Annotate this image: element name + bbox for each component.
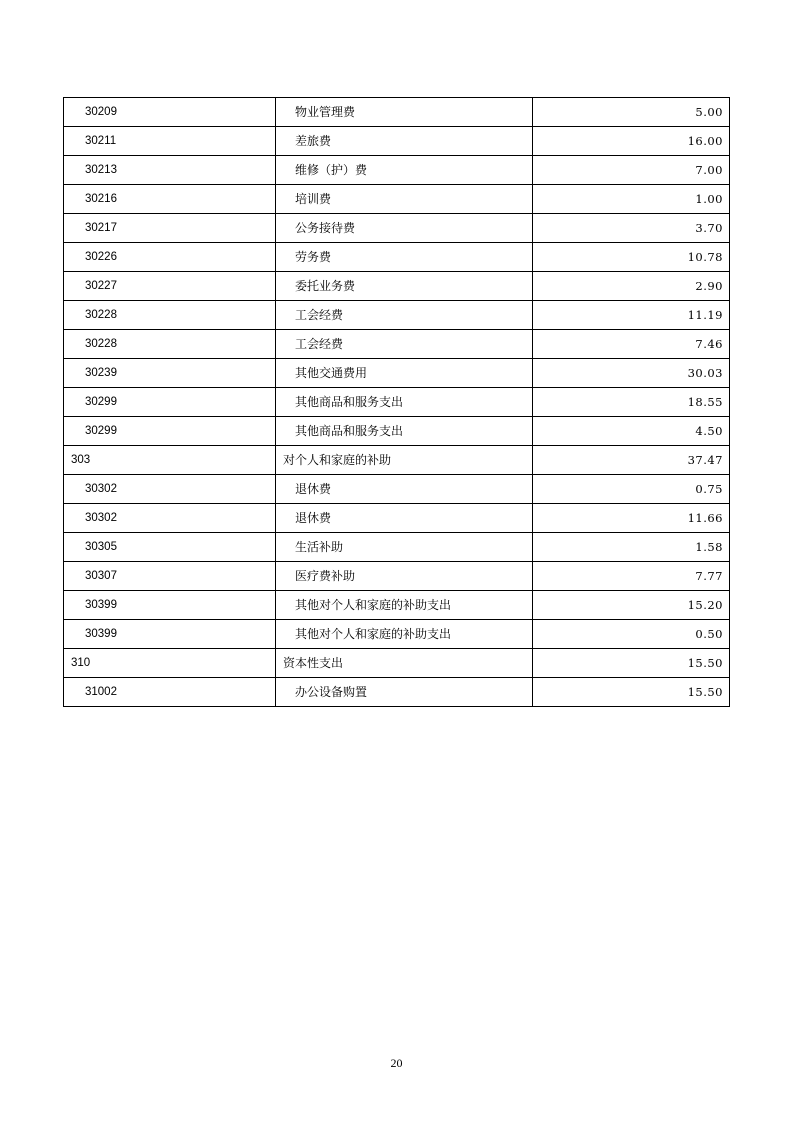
table-row	[64, 185, 730, 214]
item-amount: 30.03	[533, 359, 730, 388]
item-name: 对个人和家庭的补助	[276, 446, 533, 475]
item-amount: 11.66	[533, 504, 730, 533]
item-name: 维修（护）费	[276, 156, 533, 185]
item-code: 30228	[64, 301, 276, 330]
table-row	[64, 417, 730, 446]
item-amount: 4.50	[533, 417, 730, 446]
item-amount: 1.00	[533, 185, 730, 214]
item-name: 物业管理费	[276, 98, 533, 127]
item-code: 30228	[64, 330, 276, 359]
item-amount: 0.75	[533, 475, 730, 504]
item-name: 其他对个人和家庭的补助支出	[276, 591, 533, 620]
item-code: 30299	[64, 388, 276, 417]
item-code: 31002	[64, 678, 276, 707]
item-name: 退休费	[276, 504, 533, 533]
item-name: 生活补助	[276, 533, 533, 562]
table-row	[64, 504, 730, 533]
item-name: 医疗费补助	[276, 562, 533, 591]
item-code: 30399	[64, 620, 276, 649]
item-code: 30299	[64, 417, 276, 446]
item-amount: 37.47	[533, 446, 730, 475]
item-name: 委托业务费	[276, 272, 533, 301]
item-amount: 18.55	[533, 388, 730, 417]
table-row	[64, 562, 730, 591]
table-row-category	[64, 649, 730, 678]
item-amount: 7.00	[533, 156, 730, 185]
item-code: 310	[64, 649, 276, 678]
item-name: 其他商品和服务支出	[276, 417, 533, 446]
table-row	[64, 533, 730, 562]
item-amount: 2.90	[533, 272, 730, 301]
item-amount: 15.20	[533, 591, 730, 620]
expenditure-table	[63, 97, 730, 707]
item-name: 工会经费	[276, 301, 533, 330]
item-code: 30302	[64, 475, 276, 504]
item-code: 30226	[64, 243, 276, 272]
item-name: 公务接待费	[276, 214, 533, 243]
table-row	[64, 98, 730, 127]
item-amount: 10.78	[533, 243, 730, 272]
table-row	[64, 591, 730, 620]
item-code: 30217	[64, 214, 276, 243]
item-amount: 0.50	[533, 620, 730, 649]
item-name: 办公设备购置	[276, 678, 533, 707]
item-name: 其他商品和服务支出	[276, 388, 533, 417]
item-code: 30216	[64, 185, 276, 214]
item-amount: 15.50	[533, 649, 730, 678]
table-body	[64, 98, 730, 707]
item-code: 30211	[64, 127, 276, 156]
item-name: 培训费	[276, 185, 533, 214]
item-name: 退休费	[276, 475, 533, 504]
item-code: 30307	[64, 562, 276, 591]
page-number: 20	[390, 1056, 403, 1070]
item-name: 工会经费	[276, 330, 533, 359]
item-code: 30227	[64, 272, 276, 301]
item-amount: 3.70	[533, 214, 730, 243]
item-code: 303	[64, 446, 276, 475]
table-row	[64, 243, 730, 272]
item-code: 30209	[64, 98, 276, 127]
table-row	[64, 156, 730, 185]
item-name: 差旅费	[276, 127, 533, 156]
item-amount: 7.46	[533, 330, 730, 359]
item-code: 30239	[64, 359, 276, 388]
item-name: 劳务费	[276, 243, 533, 272]
table-row	[64, 359, 730, 388]
item-code: 30399	[64, 591, 276, 620]
item-amount: 7.77	[533, 562, 730, 591]
table-row	[64, 301, 730, 330]
table-row-category	[64, 446, 730, 475]
table-row	[64, 388, 730, 417]
item-amount: 16.00	[533, 127, 730, 156]
table-row	[64, 214, 730, 243]
item-name: 其他交通费用	[276, 359, 533, 388]
item-code: 30302	[64, 504, 276, 533]
item-amount: 1.58	[533, 533, 730, 562]
item-name: 资本性支出	[276, 649, 533, 678]
table-row	[64, 127, 730, 156]
item-amount: 5.00	[533, 98, 730, 127]
item-code: 30305	[64, 533, 276, 562]
item-name: 其他对个人和家庭的补助支出	[276, 620, 533, 649]
item-amount: 15.50	[533, 678, 730, 707]
item-amount: 11.19	[533, 301, 730, 330]
table-row	[64, 330, 730, 359]
table-row	[64, 272, 730, 301]
item-code: 30213	[64, 156, 276, 185]
table-row	[64, 620, 730, 649]
table-row	[64, 678, 730, 707]
table-row	[64, 475, 730, 504]
